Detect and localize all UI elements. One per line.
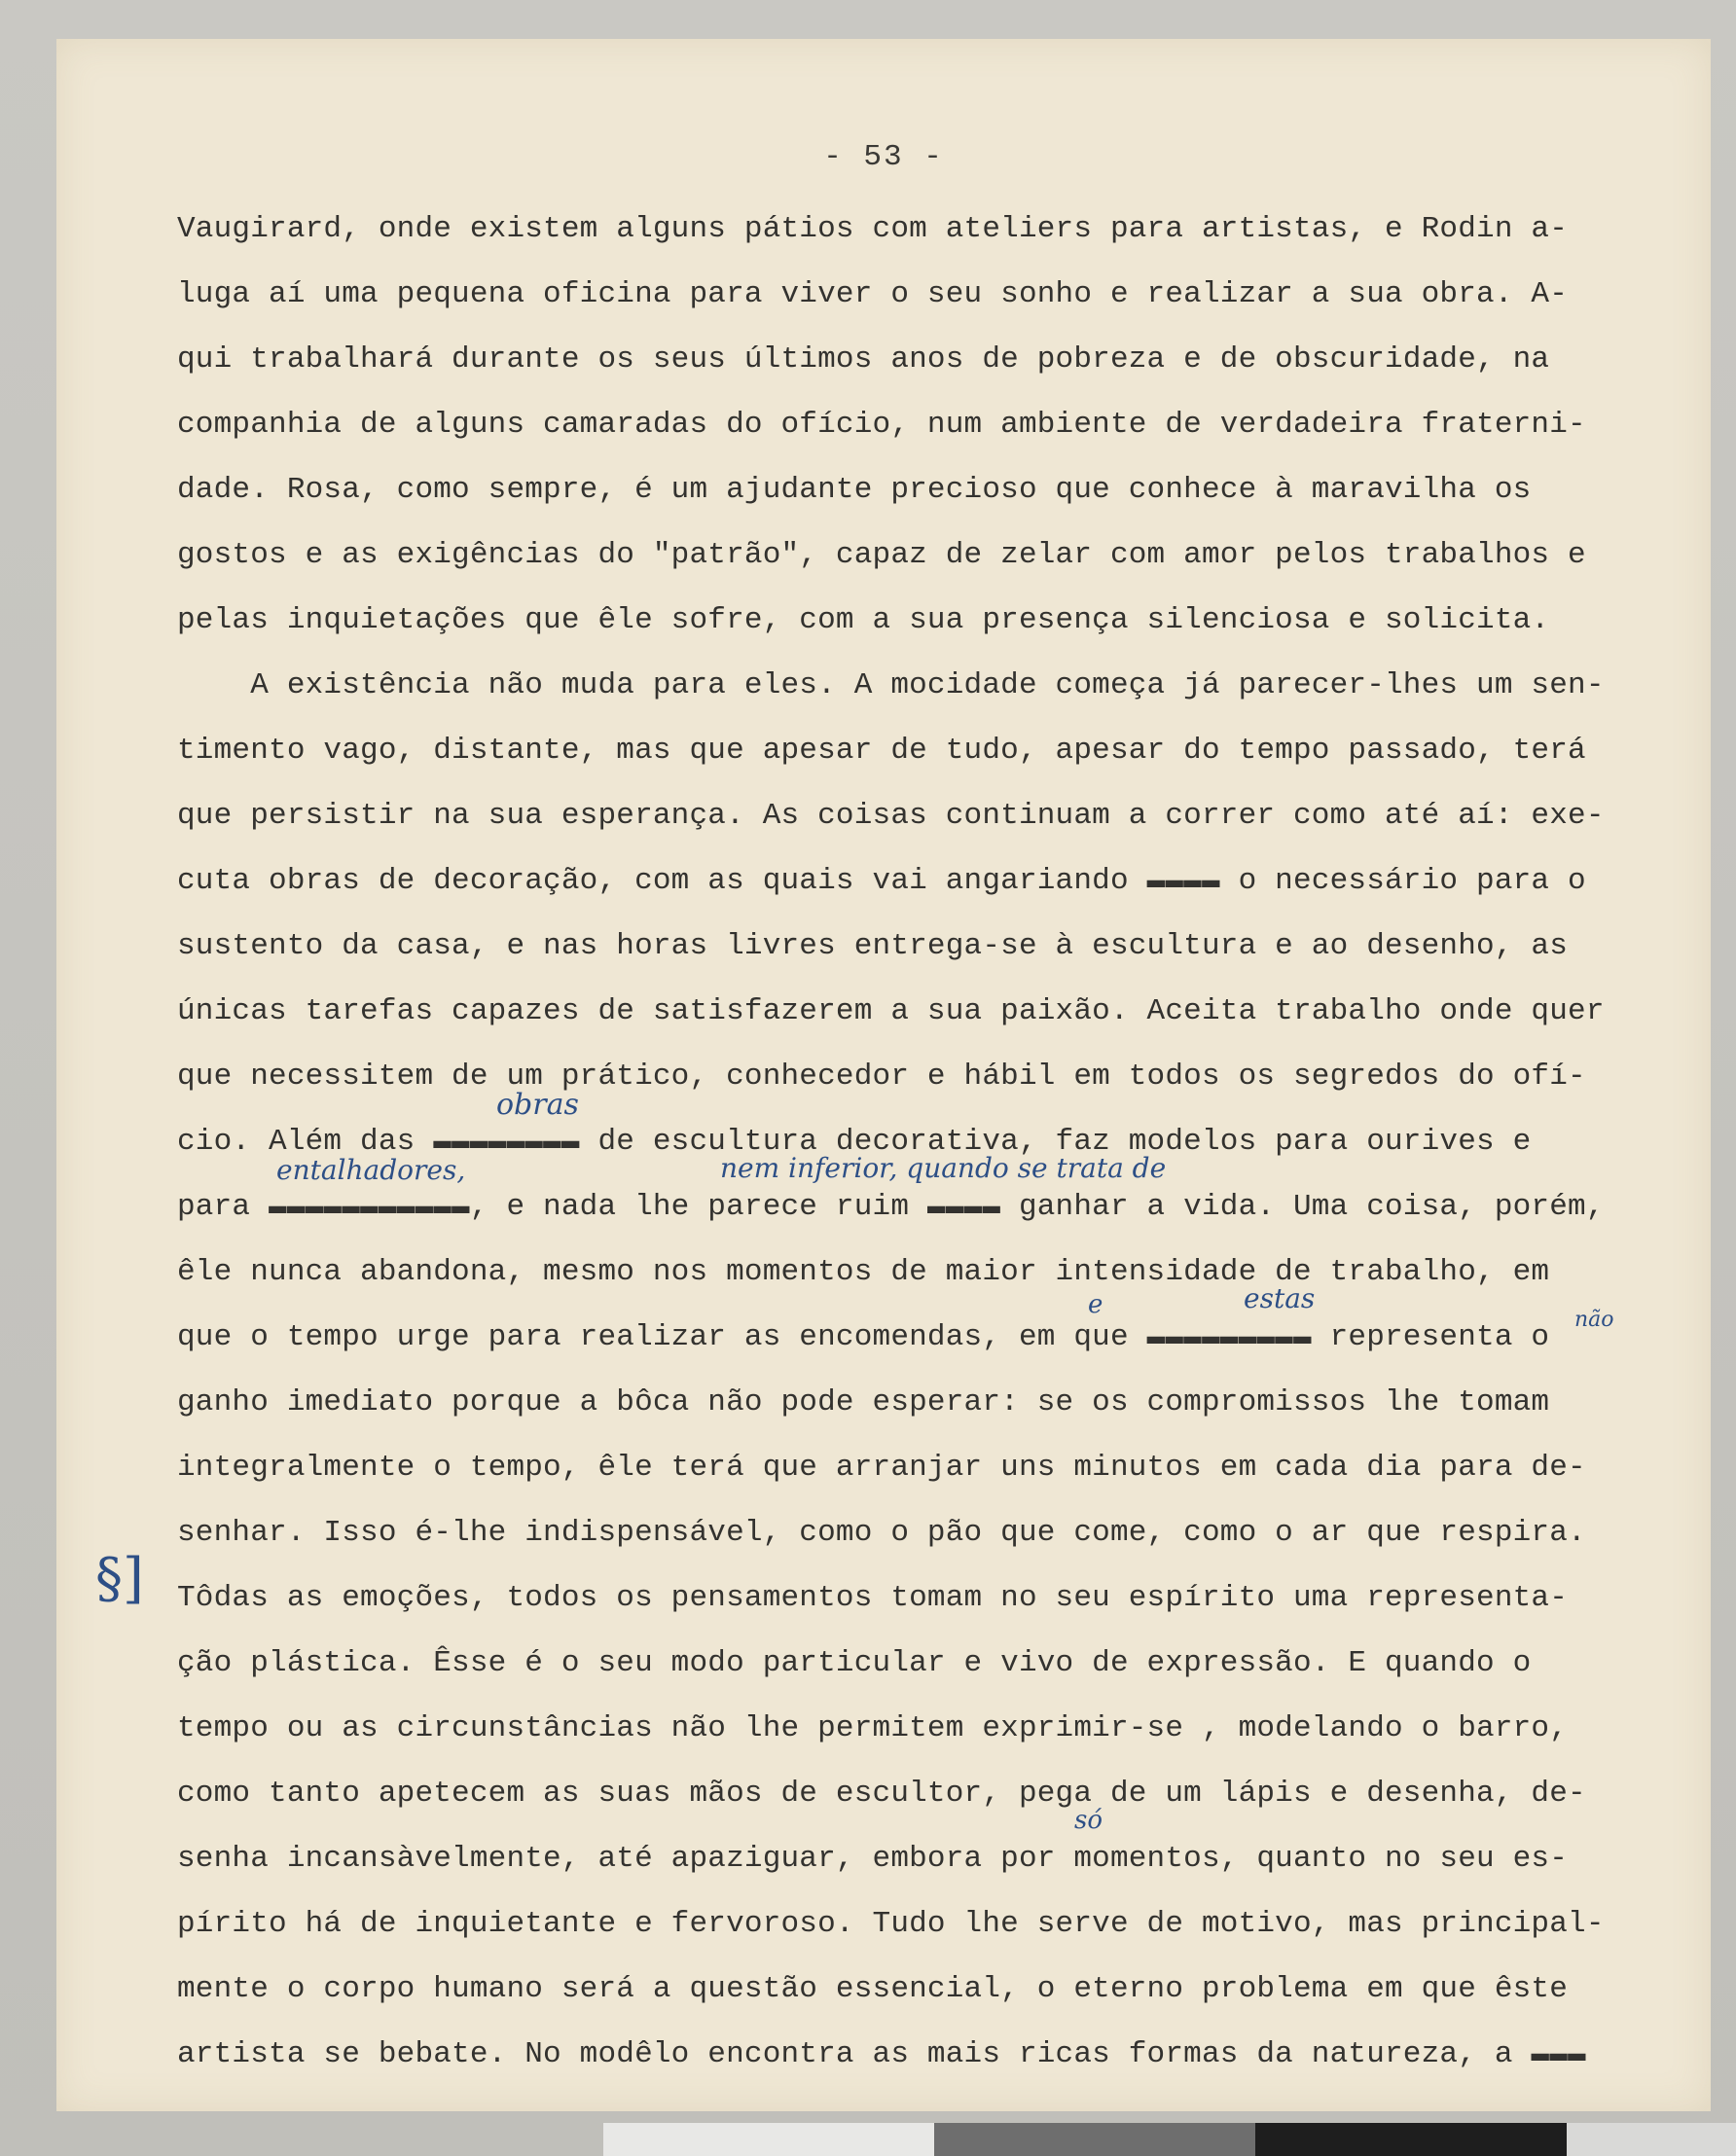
text-line: sustento da casa, e nas horas livres entrega-se à escultura e ao desenho, as [177,929,1569,963]
strip-ruler [1567,2123,1736,2156]
text-line: ganho imediato porque a bôca não pode esperar: se os compromissos lhe tomam [177,1385,1550,1419]
strip-gray [934,2123,1255,2156]
text-line: cuta obras de decoração, com as quais vai angariando ▬▬▬▬ o necessário para o [177,864,1586,898]
text-line: que o tempo urge para realizar as encomendas, em que ▬▬▬▬▬▬▬▬▬ representa o [177,1320,1550,1354]
section-mark: §] [95,1547,144,1610]
handwritten-estas: estas [1244,1282,1316,1314]
text-line: Tôdas as emoções, todos os pensamentos tomam no seu espírito uma representa- [177,1581,1569,1615]
page-number: - 53 - [823,140,944,174]
text-line: timento vago, distante, mas que apesar de tudo, apesar do tempo passado, terá [177,734,1586,768]
text-line: pelas inquietações que êle sofre, com a sua presença silenciosa e solicita. [177,603,1550,637]
strip-dark [1255,2123,1567,2156]
typewritten-page [56,39,1711,2111]
text-line: senha incansàvelmente, até apaziguar, embora por momentos, quanto no seu es- [177,1842,1569,1876]
text-line: companhia de alguns camaradas do ofício, num ambiente de verdadeira fraterni- [177,408,1586,442]
text-line: como tanto apetecem as suas mãos de escultor, pega de um lápis e desenha, de- [177,1777,1586,1811]
strip-light [603,2123,934,2156]
text-line: cio. Além das ▬▬▬▬▬▬▬▬ de escultura decorativa, faz modelos para ourives e [177,1125,1532,1159]
text-line: A existência não muda para eles. A mocidade começa já parecer-lhes um sen- [177,668,1605,702]
text-line: qui trabalhará durante os seus últimos anos de pobreza e de obscuridade, na [177,342,1550,377]
text-line: luga aí uma pequena oficina para viver o seu sonho e realizar a sua obra. A- [177,277,1569,311]
handwritten-obras: obras [496,1088,579,1122]
text-line: mente o corpo humano será a questão essencial, o eterno problema em que êste [177,1972,1569,2006]
text-line: ção plástica. Êsse é o seu modo particular e vivo de expressão. E quando o [177,1646,1532,1680]
text-line: únicas tarefas capazes de satisfazerem a sua paixão. Aceita trabalho onde quer [177,994,1605,1028]
text-line: dade. Rosa, como sempre, é um ajudante precioso que conhece à maravilha os [177,473,1532,507]
text-line: tempo ou as circunstâncias não lhe permitem exprimir-se , modelando o barro, [177,1711,1569,1745]
handwritten-e: e [1088,1290,1103,1319]
text-line: êle nunca abandona, mesmo nos momentos de maior intensidade de trabalho, em [177,1255,1550,1289]
text-line: que necessitem de um prático, conhecedor e hábil em todos os segredos do ofí- [177,1060,1586,1094]
text-line: integralmente o tempo, êle terá que arranjar uns minutos em cada dia para de- [177,1451,1586,1485]
text-line: que persistir na sua esperança. As coisas continuam a correr como até aí: exe- [177,799,1605,833]
handwritten-so: só [1074,1806,1103,1835]
text-line: gostos e as exigências do "patrão", capaz de zelar com amor pelos trabalhos e [177,538,1586,572]
text-line: artista se bebate. No modêlo encontra as mais ricas formas da natureza, a ▬▬▬ [177,2037,1586,2071]
color-calibration-strip [603,2123,1736,2156]
handwritten-nao: não [1574,1308,1614,1332]
text-line: pírito há de inquietante e fervoroso. Tudo lhe serve de motivo, mas principal- [177,1907,1605,1941]
text-line: Vaugirard, onde existem alguns pátios com ateliers para artistas, e Rodin a- [177,212,1569,246]
handwritten-entalhadores: entalhadores, [276,1154,466,1186]
text-line: para ▬▬▬▬▬▬▬▬▬▬▬, e nada lhe parece ruim ▬▬▬▬ ganhar a vida. Uma coisa, porém, [177,1190,1605,1224]
text-line: senhar. Isso é-lhe indispensável, como o pão que come, como o ar que respira. [177,1516,1586,1550]
handwritten-insertion: nem inferior, quando se trata de [720,1152,1167,1184]
